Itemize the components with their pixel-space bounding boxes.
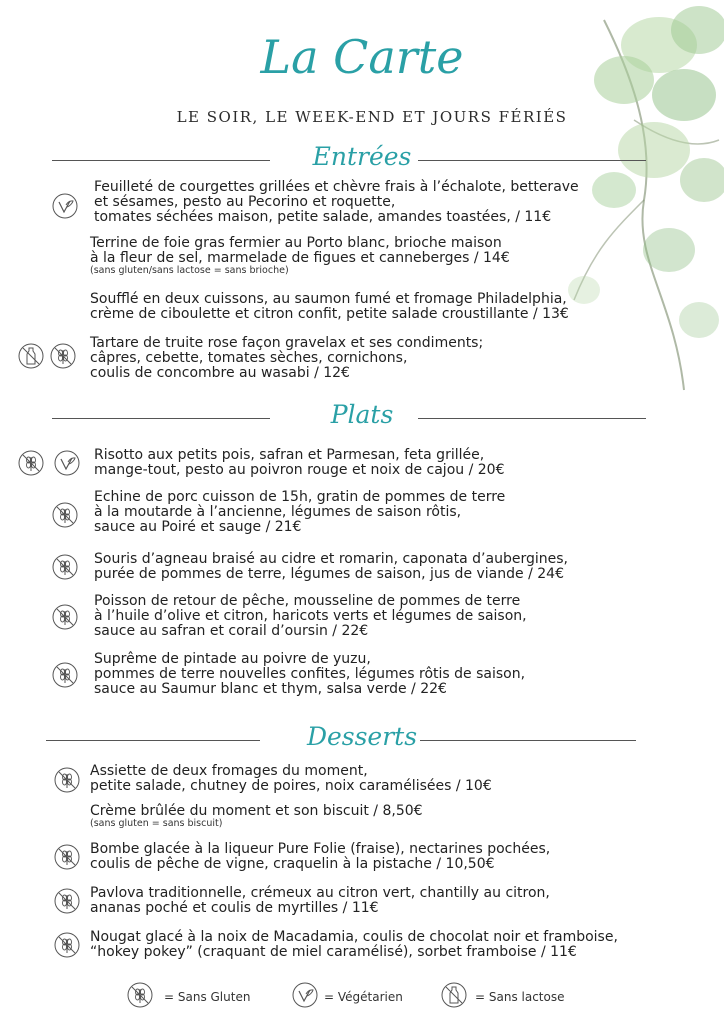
menu-item-line: Poisson de retour de pêche, mousseline de pommes de terre bbox=[94, 593, 521, 609]
menu-item-line: coulis de pêche de vigne, craquelin à la pistache / 10,50€ bbox=[90, 856, 495, 872]
section-title-entrees: Entrées bbox=[312, 142, 412, 171]
menu-item-line: petite salade, chutney de poires, noix caramélisées / 10€ bbox=[90, 778, 492, 794]
gluten-free-icon bbox=[52, 502, 78, 528]
menu-item-line: Echine de porc cuisson de 15h, gratin de pommes de terre bbox=[94, 489, 506, 505]
menu-item-line: mange-tout, pesto au poivron rouge et noix de cajou / 20€ bbox=[94, 462, 505, 478]
menu-item-line: Tartare de truite rose façon gravelax et ses condiments; bbox=[90, 335, 484, 351]
gluten-free-icon bbox=[52, 662, 78, 688]
menu-item-note: (sans gluten = sans biscuit) bbox=[90, 818, 223, 829]
page-title: La Carte bbox=[260, 30, 464, 84]
lactose-free-icon bbox=[441, 982, 467, 1008]
gluten-free-icon bbox=[54, 888, 80, 914]
gluten-free-icon bbox=[54, 767, 80, 793]
menu-item-line: tomates séchées maison, petite salade, amandes toastées, / 11€ bbox=[94, 209, 552, 225]
menu-item-line: sauce au Poiré et sauge / 21€ bbox=[94, 519, 302, 535]
section-header-plats bbox=[0, 400, 724, 434]
menu-item-note: (sans gluten/sans lactose = sans brioche) bbox=[90, 265, 289, 276]
menu-item-line: coulis de concombre au wasabi / 12€ bbox=[90, 365, 350, 381]
menu-item-line: Souris d’agneau braisé au cidre et romarin, caponata d’aubergines, bbox=[94, 551, 568, 567]
gluten-free-icon bbox=[52, 604, 78, 630]
menu-item-line: sauce au Saumur blanc et thym, salsa verde / 22€ bbox=[94, 681, 447, 697]
legend-label-lactose-free: = Sans lactose bbox=[475, 990, 565, 1004]
menu-item-line: Suprême de pintade au poivre de yuzu, bbox=[94, 651, 371, 667]
gluten-free-icon bbox=[18, 450, 44, 476]
menu-item-line: Crème brûlée du moment et son biscuit / 8,50€ bbox=[90, 803, 423, 819]
menu-item-line: Soufflé en deux cuissons, au saumon fumé et fromage Philadelphia, bbox=[90, 291, 567, 307]
section-header-entrees bbox=[0, 142, 724, 176]
legend-label-vegetarian: = Végétarien bbox=[324, 990, 403, 1004]
divider-right bbox=[418, 160, 646, 161]
menu-item-line: Bombe glacée à la liqueur Pure Folie (fraise), nectarines pochées, bbox=[90, 841, 551, 857]
divider-right bbox=[420, 740, 636, 741]
section-title-desserts: Desserts bbox=[306, 722, 418, 751]
menu-item-line: Risotto aux petits pois, safran et Parmesan, feta grillée, bbox=[94, 447, 485, 463]
gluten-free-icon bbox=[50, 343, 76, 369]
menu-item-line: Pavlova traditionnelle, crémeux au citron vert, chantilly au citron, bbox=[90, 885, 550, 901]
menu-item-line: câpres, cebette, tomates sèches, cornichons, bbox=[90, 350, 408, 366]
lactose-free-icon bbox=[18, 343, 44, 369]
menu-item-line: ananas poché et coulis de myrtilles / 11€ bbox=[90, 900, 379, 916]
vegetarian-icon bbox=[52, 193, 78, 219]
menu-item-line: purée de pommes de terre, légumes de saison, jus de viande / 24€ bbox=[94, 566, 564, 582]
gluten-free-icon bbox=[54, 844, 80, 870]
section-title-plats: Plats bbox=[330, 400, 394, 429]
dietary-legend bbox=[0, 982, 724, 1012]
gluten-free-icon bbox=[52, 554, 78, 580]
menu-item-line: à l’huile d’olive et citron, haricots verts et légumes de saison, bbox=[94, 608, 527, 624]
menu-item-line: Nougat glacé à la noix de Macadamia, coulis de chocolat noir et framboise, bbox=[90, 929, 618, 945]
menu-item-line: Feuilleté de courgettes grillées et chèvre frais à l’échalote, betterave bbox=[94, 179, 579, 195]
section-header-desserts bbox=[0, 722, 724, 756]
menu-item-line: “hokey pokey” (craquant de miel caramélisé), sorbet framboise / 11€ bbox=[90, 944, 577, 960]
menu-item-line: pommes de terre nouvelles confites, légumes rôtis de saison, bbox=[94, 666, 526, 682]
legend-label-gluten-free: = Sans Gluten bbox=[164, 990, 251, 1004]
vegetarian-icon bbox=[292, 982, 318, 1008]
menu-item-line: sauce au safran et corail d’oursin / 22€ bbox=[94, 623, 369, 639]
vegetarian-icon bbox=[54, 450, 80, 476]
gluten-free-icon bbox=[54, 932, 80, 958]
page-subtitle: LE SOIR, LE WEEK-END ET JOURS FÉRIÉS bbox=[176, 108, 568, 126]
menu-item-line: Terrine de foie gras fermier au Porto blanc, brioche maison bbox=[90, 235, 502, 251]
gluten-free-icon bbox=[127, 982, 153, 1008]
menu-item-line: crème de ciboulette et citron confit, petite salade croustillante / 13€ bbox=[90, 306, 569, 322]
menu-item-line: Assiette de deux fromages du moment, bbox=[90, 763, 368, 779]
menu-item-line: à la moutarde à l’ancienne, légumes de saison rôtis, bbox=[94, 504, 462, 520]
menu-item-line: à la fleur de sel, marmelade de figues et canneberges / 14€ bbox=[90, 250, 510, 266]
divider-right bbox=[418, 418, 646, 419]
menu-item-line: et sésames, pesto au Pecorino et roquette, bbox=[94, 194, 396, 210]
